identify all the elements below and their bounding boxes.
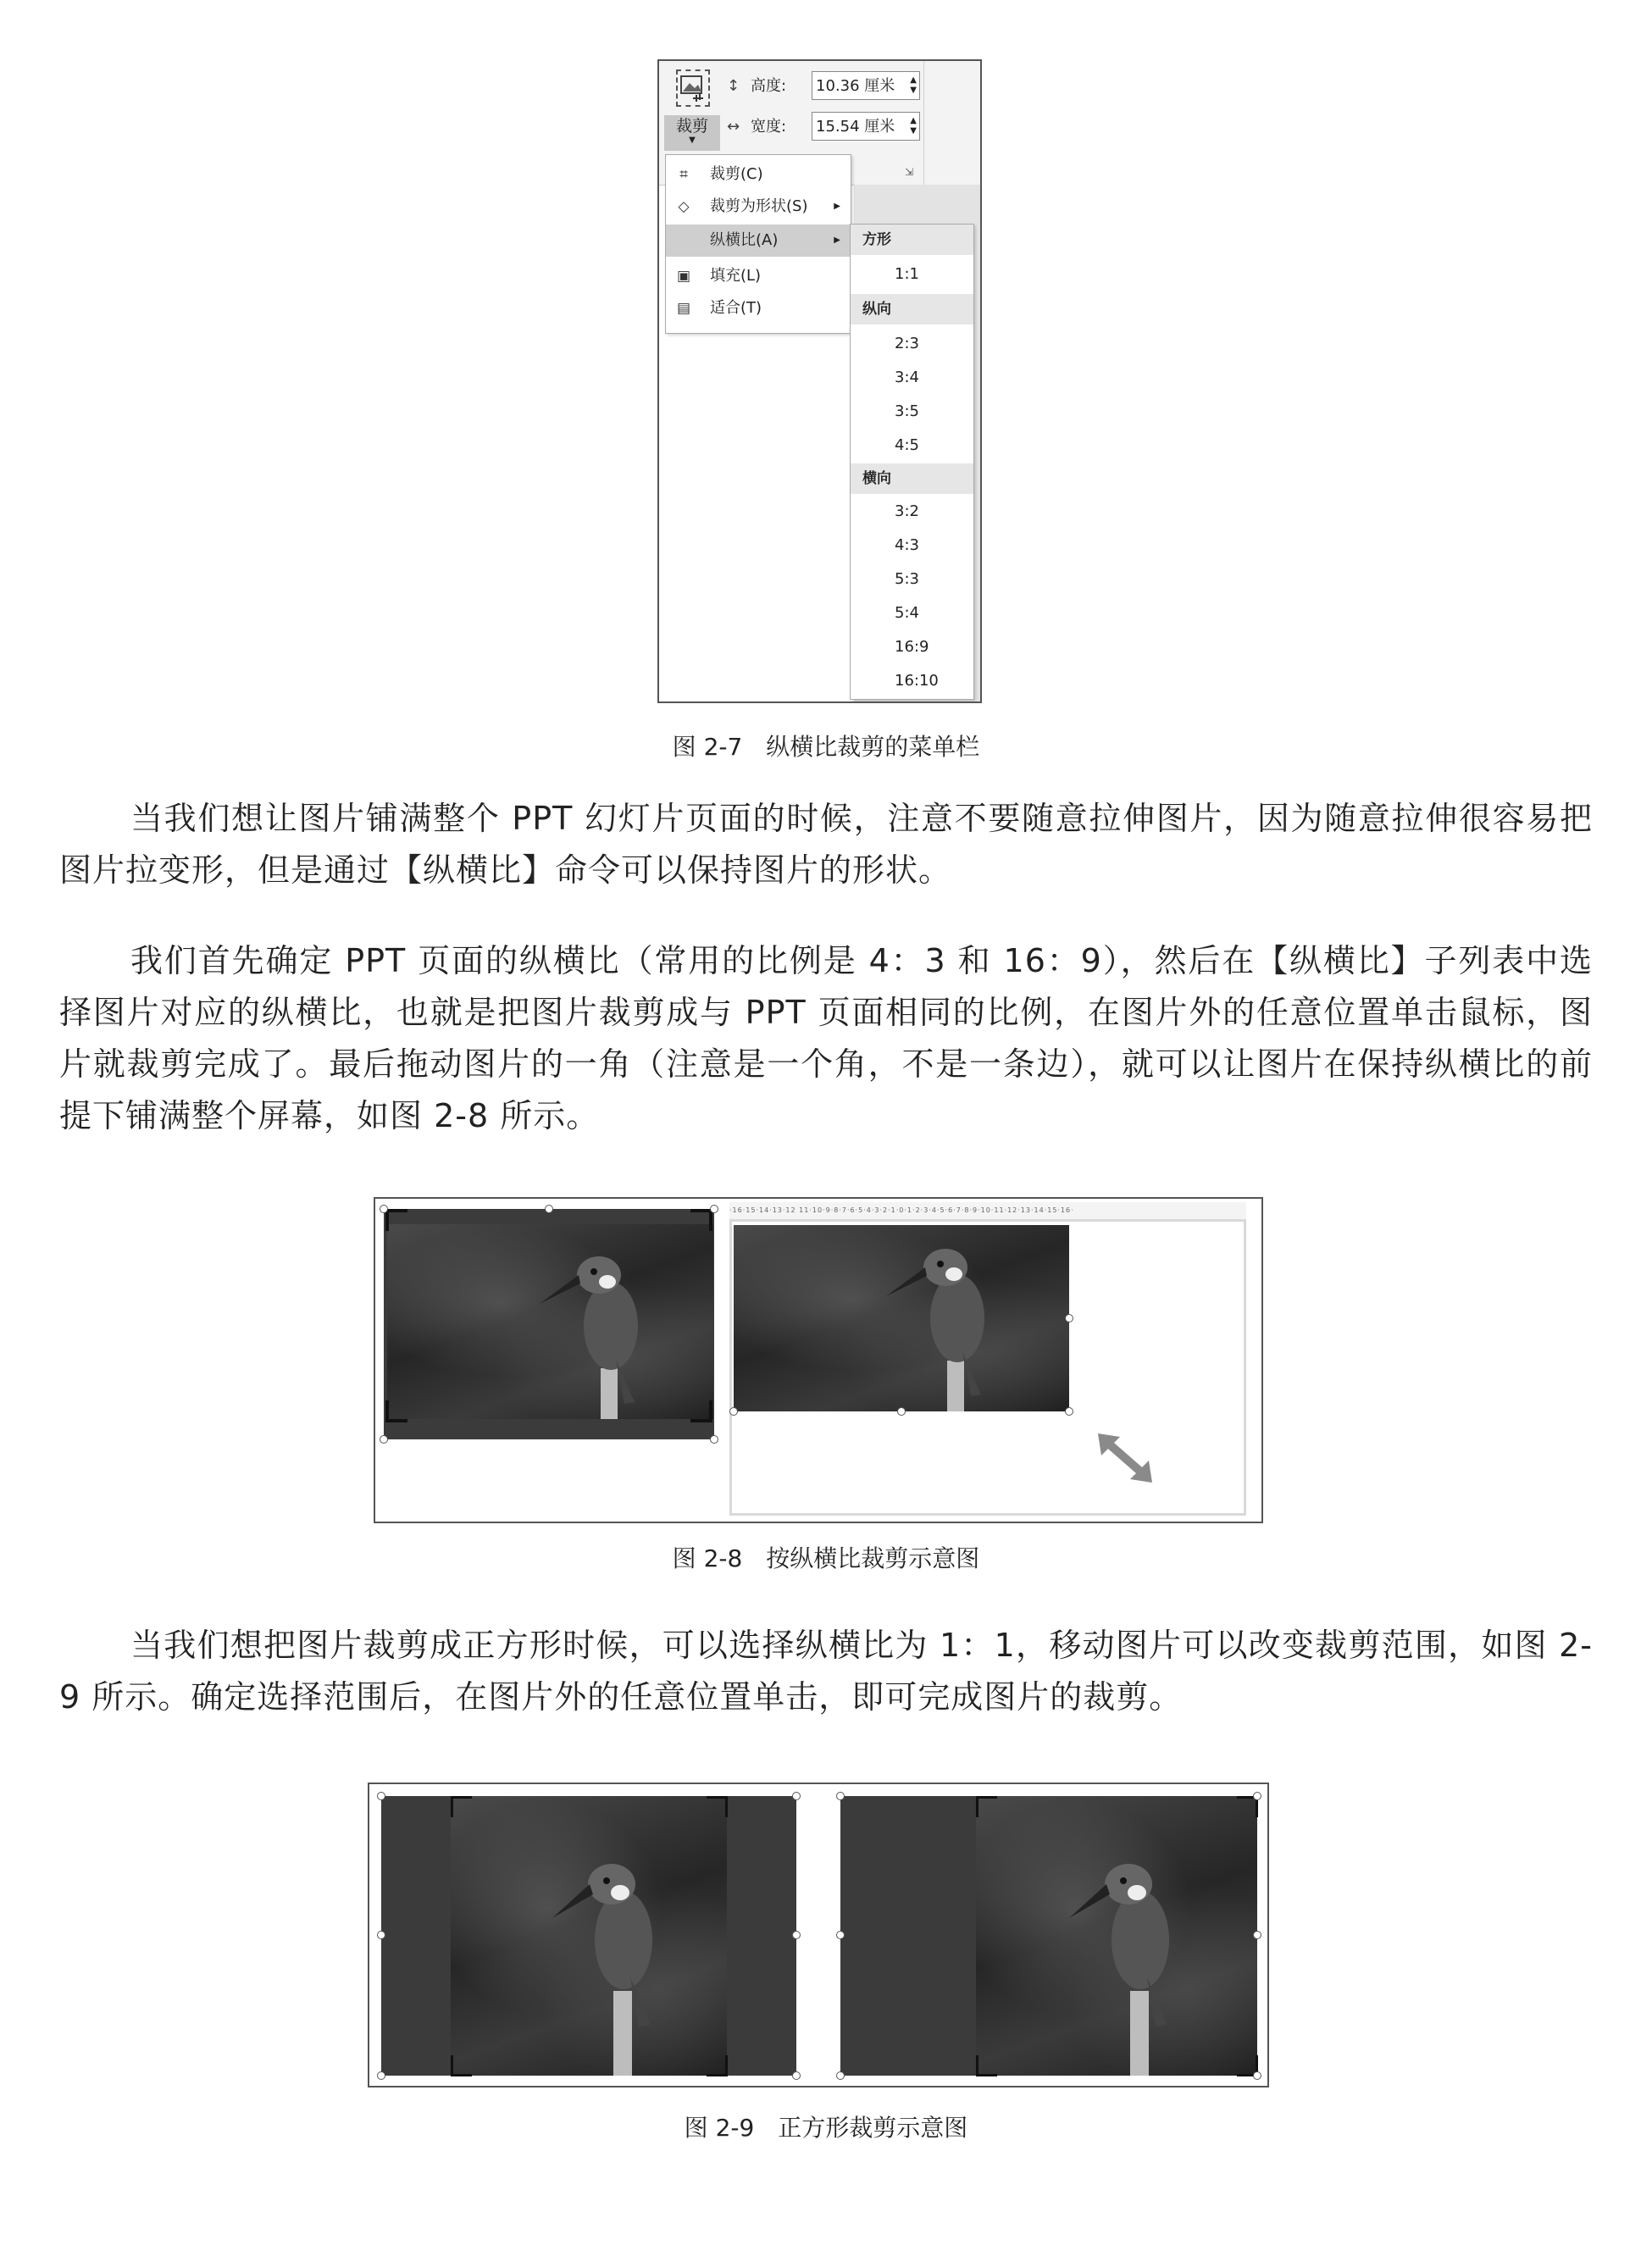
fill-icon: ▣	[676, 268, 691, 285]
menu-item-label: 适合(T)	[710, 299, 762, 317]
spinner-icon[interactable]: ▲ ▼	[910, 75, 917, 95]
bird-photo[interactable]	[451, 1796, 727, 2076]
resize-handle[interactable]	[729, 1407, 738, 1416]
crop-icon: ⌗	[679, 166, 688, 183]
menu-item-aspect-ratio[interactable]	[666, 225, 851, 257]
crop-corner-mark[interactable]	[385, 1400, 407, 1422]
horizontal-ruler: ·16·15·14·13·12 11·10·9·8·7·6·5·4·3·2·1·0·1·2·3·4·5·6·7·8·9·10·11·12·13·14·15·16·	[729, 1202, 1246, 1220]
height-value: 10.36 厘米	[816, 77, 895, 95]
resize-handle[interactable]	[836, 2071, 845, 2080]
crop-picture-icon	[676, 69, 710, 107]
submenu-header-square: 方形	[851, 225, 973, 255]
resize-handle[interactable]	[836, 1792, 845, 1800]
width-field[interactable]	[812, 112, 920, 141]
ratio-option[interactable]: 16:9	[895, 638, 929, 656]
menu-item-crop-to-shape[interactable]	[666, 191, 851, 223]
resize-handle[interactable]	[792, 1931, 801, 1939]
crop-corner-mark[interactable]	[690, 1209, 712, 1231]
fit-icon: ▤	[676, 300, 691, 317]
width-icon: ↔	[727, 118, 740, 136]
ribbon-separator	[923, 61, 924, 185]
figure-aspect-crop	[374, 1197, 1263, 1523]
ratio-option[interactable]: 4:3	[895, 536, 919, 554]
resize-handle[interactable]	[377, 2071, 385, 2080]
crop-dropdown-menu	[665, 154, 851, 334]
figure-caption: 图 2-8 按纵横比裁剪示意图	[672, 1544, 980, 1572]
menu-item-label: 纵横比(A)	[710, 231, 779, 249]
bird-photo[interactable]	[734, 1225, 1069, 1411]
bird-photo	[387, 1224, 713, 1419]
menu-item-label: 裁剪(C)	[710, 165, 763, 183]
resize-handle[interactable]	[377, 1931, 385, 1939]
figure-square-crop	[368, 1783, 1269, 2087]
resize-handle[interactable]	[1065, 1314, 1073, 1322]
drag-diagonal-arrow-icon	[1096, 1433, 1156, 1484]
resize-handle[interactable]	[710, 1435, 718, 1444]
ratio-option[interactable]: 4:5	[895, 436, 919, 454]
height-label: 高度:	[751, 77, 787, 95]
crop-corner-mark[interactable]	[976, 1796, 997, 1817]
menu-item-fit[interactable]	[666, 292, 851, 324]
submenu-header-landscape: 横向	[851, 463, 973, 494]
resize-handle[interactable]	[792, 2071, 801, 2080]
resize-handle[interactable]	[1253, 1931, 1261, 1939]
resize-handle[interactable]	[380, 1435, 388, 1444]
ratio-option[interactable]: 5:4	[895, 604, 919, 622]
dialog-launcher-icon[interactable]: ⇲	[905, 166, 914, 178]
chevron-down-icon: ▼	[689, 136, 696, 145]
width-label: 宽度:	[751, 118, 787, 136]
crop-corner-mark[interactable]	[976, 2055, 997, 2076]
ratio-option[interactable]: 3:2	[895, 502, 919, 520]
resize-handle[interactable]	[792, 1792, 801, 1800]
resize-handle[interactable]	[1065, 1407, 1073, 1416]
resize-handle[interactable]	[897, 1407, 906, 1416]
aspect-ratio-submenu	[850, 224, 974, 700]
figure-caption: 图 2-9 正方形裁剪示意图	[684, 2114, 968, 2142]
body-paragraph: 当我们想把图片裁剪成正方形时候，可以选择纵横比为 1：1，移动图片可以改变裁剪范围，如图 2-9 所示。确定选择范围后，在图片外的任意位置单击，即可完成图片的裁剪。	[59, 1627, 1593, 1716]
crop-button-label: 裁剪	[664, 115, 720, 151]
ratio-option[interactable]: 3:4	[895, 369, 919, 386]
submenu-header-portrait: 纵向	[851, 294, 973, 324]
menu-item-label: 裁剪为形状(S)	[710, 197, 808, 215]
width-value: 15.54 厘米	[816, 118, 895, 136]
resize-handle[interactable]	[545, 1205, 553, 1213]
ratio-option[interactable]: 16:10	[895, 672, 939, 690]
crop-corner-mark[interactable]	[451, 2055, 472, 2076]
crop-button[interactable]	[664, 66, 720, 163]
kingfisher-illustration	[540, 1241, 667, 1419]
height-field[interactable]	[812, 71, 920, 100]
slide-canvas	[729, 1219, 1246, 1516]
submenu-arrow-icon: ▶	[834, 202, 840, 211]
menu-item-label: 填充(L)	[710, 267, 762, 285]
menu-item-fill[interactable]	[666, 260, 851, 292]
menu-item-crop[interactable]	[666, 158, 851, 191]
ratio-option[interactable]: 2:3	[895, 335, 919, 352]
crop-corner-mark[interactable]	[690, 1400, 712, 1422]
resize-handle[interactable]	[1253, 2071, 1261, 2080]
resize-handle[interactable]	[710, 1205, 718, 1213]
height-icon: ↕	[727, 77, 740, 95]
figure-crop-menu	[657, 59, 982, 703]
resize-handle[interactable]	[380, 1205, 388, 1213]
body-paragraph: 当我们想让图片铺满整个 PPT 幻灯片页面的时候，注意不要随意拉伸图片，因为随意拉伸很容易把图片拉变形，但是通过【纵横比】命令可以保持图片的形状。	[59, 800, 1593, 889]
shape-icon: ◇	[678, 198, 690, 215]
width-row	[727, 112, 922, 142]
ratio-option[interactable]: 5:3	[895, 570, 919, 588]
crop-corner-mark[interactable]	[707, 2055, 728, 2076]
kingfisher-illustration	[1069, 1847, 1196, 2076]
resize-handle[interactable]	[377, 1792, 385, 1800]
bird-photo[interactable]	[976, 1796, 1257, 2076]
ratio-option[interactable]: 3:5	[895, 402, 919, 420]
resize-handle[interactable]	[836, 1931, 845, 1939]
body-paragraph: 我们首先确定 PPT 页面的纵横比（常用的比例是 4：3 和 16：9），然后在【纵横比】子列表中选择图片对应的纵横比，也就是把图片裁剪成与 PPT 页面相同的比例，在图片外的任意位置单击鼠标，图片就裁剪完成了。最后拖动图片的一角（注意是一个角，不是一条边），就可以让图片在保持纵横比的前提下铺满整个屏幕，如图 2-8 所示。	[59, 942, 1593, 1134]
figure-caption: 图 2-7 纵横比裁剪的菜单栏	[672, 733, 980, 761]
height-row	[727, 71, 922, 102]
resize-handle[interactable]	[1253, 1792, 1261, 1800]
kingfisher-illustration	[886, 1234, 1013, 1411]
crop-corner-mark[interactable]	[707, 1796, 728, 1817]
spinner-icon[interactable]: ▲ ▼	[910, 116, 917, 136]
crop-corner-mark[interactable]	[385, 1209, 407, 1231]
kingfisher-illustration	[552, 1847, 679, 2076]
crop-corner-mark[interactable]	[451, 1796, 472, 1817]
ratio-option[interactable]: 1:1	[895, 265, 919, 283]
submenu-arrow-icon: ▶	[834, 236, 840, 245]
